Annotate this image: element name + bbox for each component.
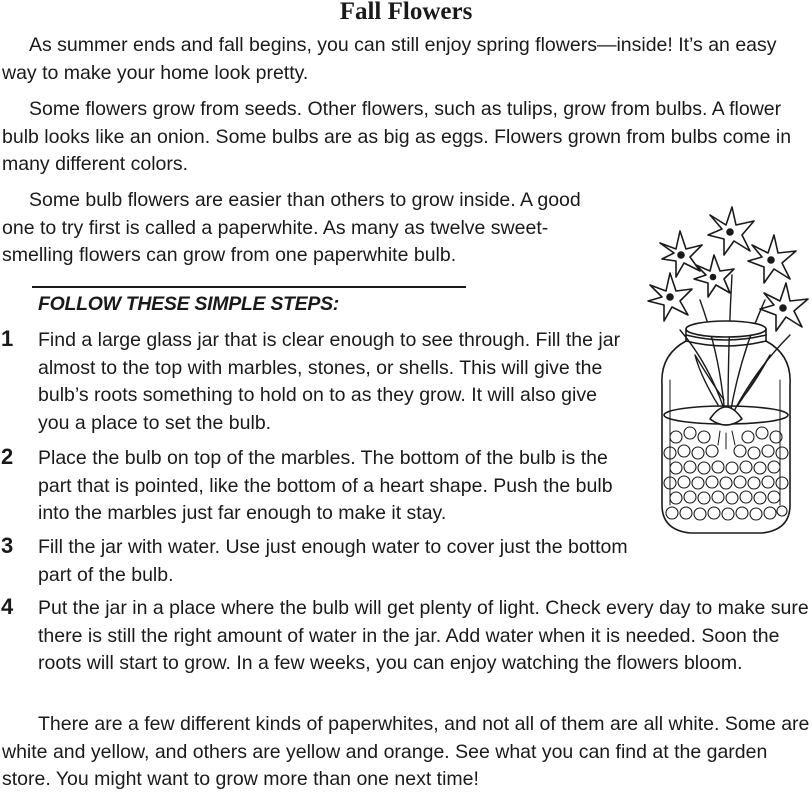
section-divider: [32, 286, 466, 288]
step-text: Fill the jar with water. Use just enough water to cover just the bottom part of the bulb.: [38, 536, 628, 586]
bulbs-paragraph: Some flowers grow from seeds. Other flowers, such as tulips, grow from bulbs. A flower bulb looks like an onion. Some bulbs are as big as eggs. Flowers grown from bulbs come in many different colors.: [2, 98, 792, 175]
page-title: Fall Flowers: [339, 0, 473, 25]
flower-heads-drawing: [648, 207, 808, 331]
step-number: 1: [1, 326, 14, 351]
paperwhite-jar-illustration: [640, 205, 812, 540]
paperwhite-paragraph: Some bulb flowers are easier than others to grow inside. A good one to try first is called a paperwhite. As many as twelve sweet-smelling flowers can grow from one paperwhite bulb.: [2, 189, 581, 266]
intro-paragraph: As summer ends and fall begins, you can still enjoy spring flowers—inside! It’s an easy way to make your home look pretty.: [2, 34, 777, 84]
steps-heading: FOLLOW THESE SIMPLE STEPS:: [38, 293, 339, 315]
step-text: Find a large glass jar that is clear enough to see through. Fill the jar almost to the top with marbles, stones, or shells. This will give the bulb’s roots something to hold on to as they grow. It will also give you a place to set the bulb.: [38, 329, 621, 434]
step-number: 2: [1, 444, 14, 469]
step-number: 3: [1, 533, 14, 558]
step-text: Put the jar in a place where the bulb will get plenty of light. Check every day to make sure there is still the right amount of water in the jar. Add water when it is needed. Soon the roots will start to grow. In a few weeks, you can enjoy watching the flowers bloom.: [38, 597, 809, 674]
step-number: 4: [1, 594, 14, 619]
step-text: Place the bulb on top of the marbles. The bottom of the bulb is the part that is pointed, like the bottom of a heart shape. Push the bulb into the marbles just far enough to make it stay.: [38, 447, 613, 524]
closing-paragraph: There are a few different kinds of paperwhites, and not all of them are all white. Some are white and yellow, and others are yellow and orange. See what you can find at the garden store. You might want to grow more than one next time!: [2, 713, 810, 790]
